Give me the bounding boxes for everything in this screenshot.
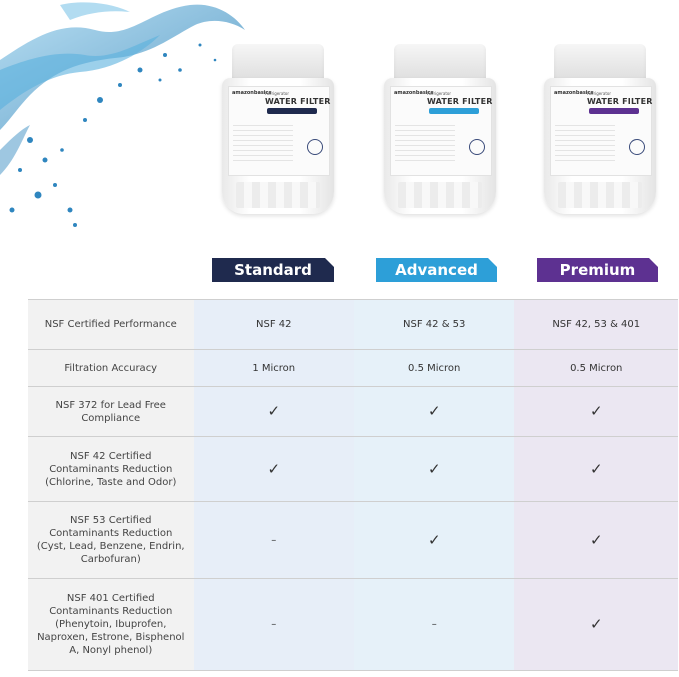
cell-premium: 0.5 Micron [514,350,678,387]
cell-advanced: NSF 42 & 53 [354,300,514,350]
product-subtitle: Refrigerator [427,91,451,96]
row-label: NSF 53 Certified Contaminants Reduction (Cyst, Lead, Benzene, Endrin, Carbofuran) [28,502,194,579]
nsf-seal-icon [629,139,645,155]
cell-advanced: 0.5 Micron [354,350,514,387]
water-splash-image [0,0,260,240]
tier-stripe [267,108,317,114]
check-icon: ✓ [514,502,678,579]
cell-standard: NSF 42 [194,300,354,350]
brand-logo: amazonbasics [394,90,434,96]
nsf-seal-icon [307,139,323,155]
tier-header-premium: Premium [537,258,658,282]
check-icon: ✓ [194,387,354,437]
product-image-standard [222,44,334,214]
check-icon: ✓ [354,387,514,437]
table-row [28,437,678,502]
tier-stripe [429,108,479,114]
dash-icon: – [194,579,354,671]
filter-body [544,78,656,214]
table-row [28,387,678,437]
check-icon: ✓ [514,437,678,502]
cell-standard: 1 Micron [194,350,354,387]
nsf-seal-icon [469,139,485,155]
tier-stripe [589,108,639,114]
row-label: NSF 42 Certified Contaminants Reduction (Chlorine, Taste and Odor) [28,437,194,502]
cell-premium: NSF 42, 53 & 401 [514,300,678,350]
filter-ribs [236,182,320,208]
filter-label [390,86,492,176]
row-label: NSF 401 Certified Contaminants Reduction (Phenytoin, Ibuprofen, Naproxen, Estrone, Bisphenol A, Nonyl phenol) [28,579,194,671]
row-label: NSF 372 for Lead Free Compliance [28,387,194,437]
tier-header-standard: Standard [212,258,334,282]
table-row [28,579,678,671]
filter-ribs [558,182,642,208]
check-icon: ✓ [514,579,678,671]
brand-logo: amazonbasics [554,90,594,96]
dash-icon: – [354,579,514,671]
filter-body [222,78,334,214]
product-image-advanced [384,44,496,214]
filter-label [550,86,652,176]
row-label: NSF Certified Performance [28,300,194,350]
spec-lines [555,121,615,161]
spec-lines [233,121,293,161]
product-title: WATER FILTER [265,97,331,106]
table-row [28,502,678,579]
product-subtitle: Refrigerator [587,91,611,96]
product-subtitle: Refrigerator [265,91,289,96]
filter-body [384,78,496,214]
table-row [28,300,678,350]
product-title: WATER FILTER [427,97,493,106]
brand-logo: amazonbasics [232,90,272,96]
table-row [28,350,678,387]
row-label: Filtration Accuracy [28,350,194,387]
spec-lines [395,121,455,161]
product-image-premium [544,44,656,214]
product-title: WATER FILTER [587,97,653,106]
filter-ribs [398,182,482,208]
check-icon: ✓ [514,387,678,437]
check-icon: ✓ [354,437,514,502]
filter-label [228,86,330,176]
tier-header-advanced: Advanced [376,258,497,282]
dash-icon: – [194,502,354,579]
comparison-table [28,299,678,671]
check-icon: ✓ [194,437,354,502]
check-icon: ✓ [354,502,514,579]
